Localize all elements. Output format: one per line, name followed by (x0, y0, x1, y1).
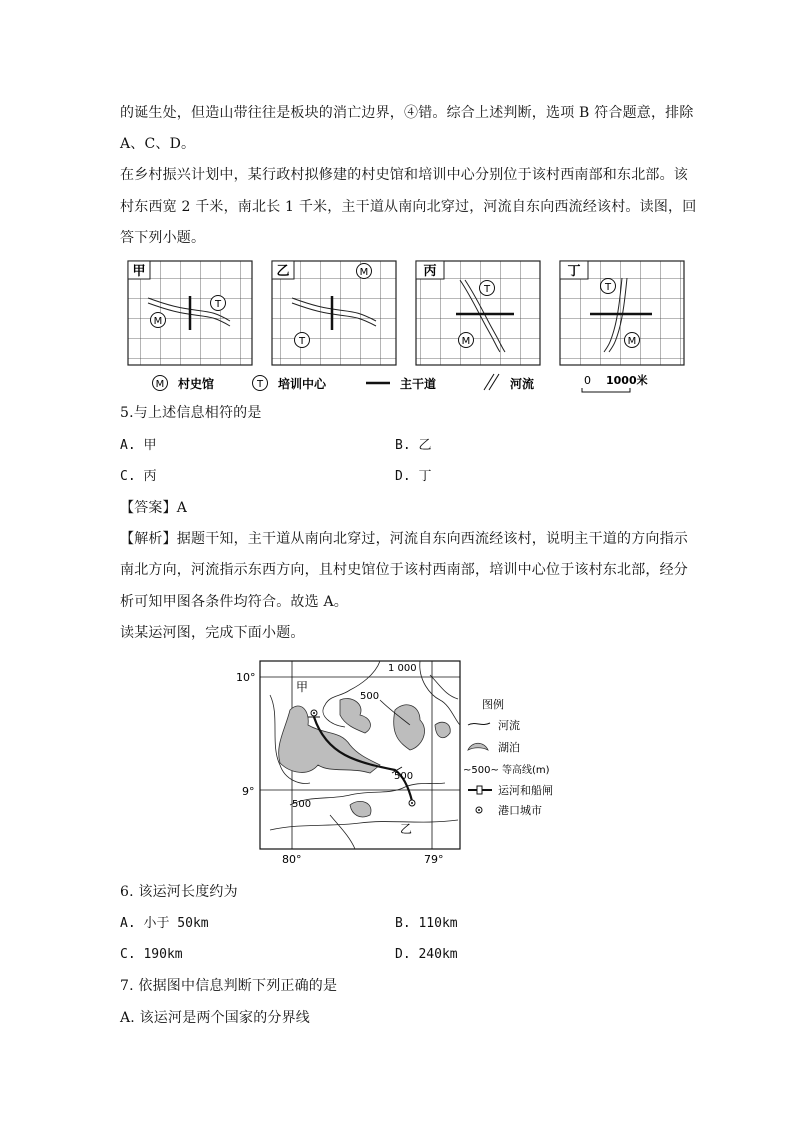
svg-text:T: T (298, 336, 306, 347)
figure1-legend (153, 373, 648, 392)
legend-river: 河流 (510, 377, 535, 391)
q5-answer: 【答案】A (120, 500, 188, 516)
contour-500-label-c: 500 (292, 799, 312, 810)
panel-jia (128, 261, 252, 365)
q6-option-b[interactable]: B. 110km (395, 916, 458, 931)
legend2-canal: 运河和船闸 (498, 784, 553, 797)
legend-road: 主干道 (400, 377, 437, 391)
q7-stem: 7. 依据图中信息判断下列正确的是 (120, 978, 338, 994)
label-yi: 乙 (400, 822, 413, 836)
contour-1000-label: 1 000 (388, 663, 417, 674)
legend-title: 图例 (482, 698, 504, 711)
label-jia: 甲 (296, 680, 309, 694)
village-panels-figure (120, 258, 700, 398)
panel-yi (272, 261, 396, 365)
q5-analysis-line-2: 南北方向，河流指示东西方向，且村史馆位于该村西南部，培训中心位于该村东北部，经分 (120, 562, 688, 578)
legend-training: 培训中心 (278, 377, 327, 391)
svg-text:M: M (155, 379, 165, 390)
panel-bing-label: 丙 (423, 264, 437, 279)
q5-analysis-line-1: 【解析】据题干知，主干道从南向北穿过，河流自东向西流经该村，说明主干道的方向指示 (120, 531, 688, 547)
scale-value: 1000米 (606, 374, 648, 387)
panel-ding (560, 261, 684, 365)
svg-text:T: T (214, 299, 222, 310)
q6-option-a[interactable]: A. 小于 50km (120, 916, 209, 931)
q5-option-a[interactable]: A. 甲 (120, 438, 157, 453)
passage2-line: 读某运河图，完成下面小题。 (120, 625, 305, 641)
panel-yi-label: 乙 (276, 264, 290, 279)
contour-500-label-b: 500 (394, 771, 414, 782)
intro-line-1: 的诞生处，但造山带往往是板块的消亡边界，④错。综合上述判断，选项 B 符合题意，排除 (120, 105, 694, 121)
legend2-contour: ~500~ 等高线(m) (463, 765, 550, 776)
legend2-river: 河流 (498, 719, 520, 732)
q6-stem: 6. 该运河长度约为 (120, 884, 238, 900)
q5-option-b[interactable]: B. 乙 (395, 438, 432, 453)
contour-500-label-a: 500 (360, 691, 380, 702)
legend2-port: 港口城市 (498, 804, 542, 817)
svg-text:M: M (359, 267, 369, 278)
canal-map-figure (230, 655, 590, 870)
intro-line-2: A、C、D。 (120, 136, 196, 152)
q5-stem: 5.与上述信息相符的是 (120, 405, 262, 421)
scale-zero: 0 (584, 374, 591, 387)
lon-80: 80° (282, 853, 302, 866)
svg-text:T: T (483, 284, 491, 295)
q6-option-c[interactable]: C. 190km (120, 947, 183, 962)
lat-10: 10° (236, 671, 256, 684)
svg-text:M: M (153, 316, 163, 327)
passage-line-2: 村东西宽 2 千米，南北长 1 千米，主干道从南向北穿过，河流自东向西流经该村。读图，回 (120, 199, 697, 215)
svg-text:M: M (461, 336, 471, 347)
passage-line-3: 答下列小题。 (120, 230, 206, 246)
legend-museum: 村史馆 (178, 377, 215, 391)
q5-analysis-line-3: 析可知甲图各条件均符合。故选 A。 (120, 594, 348, 610)
panel-ding-label: 丁 (567, 264, 581, 279)
svg-text:T: T (604, 282, 612, 293)
panel-jia-label: 甲 (132, 264, 146, 279)
legend2-lake: 湖泊 (498, 741, 520, 754)
svg-text:T: T (256, 379, 264, 390)
q5-option-c[interactable]: C. 丙 (120, 469, 157, 484)
q6-option-d[interactable]: D. 240km (395, 947, 458, 962)
q5-option-d[interactable]: D. 丁 (395, 469, 432, 484)
q7-option-a[interactable]: A. 该运河是两个国家的分界线 (120, 1010, 311, 1026)
panel-bing (416, 261, 540, 365)
lat-9: 9° (242, 785, 255, 798)
svg-text:M: M (627, 336, 637, 347)
lon-79: 79° (424, 853, 444, 866)
passage-line-1: 在乡村振兴计划中，某行政村拟修建的村史馆和培训中心分别位于该村西南部和东北部。该 (120, 167, 688, 183)
